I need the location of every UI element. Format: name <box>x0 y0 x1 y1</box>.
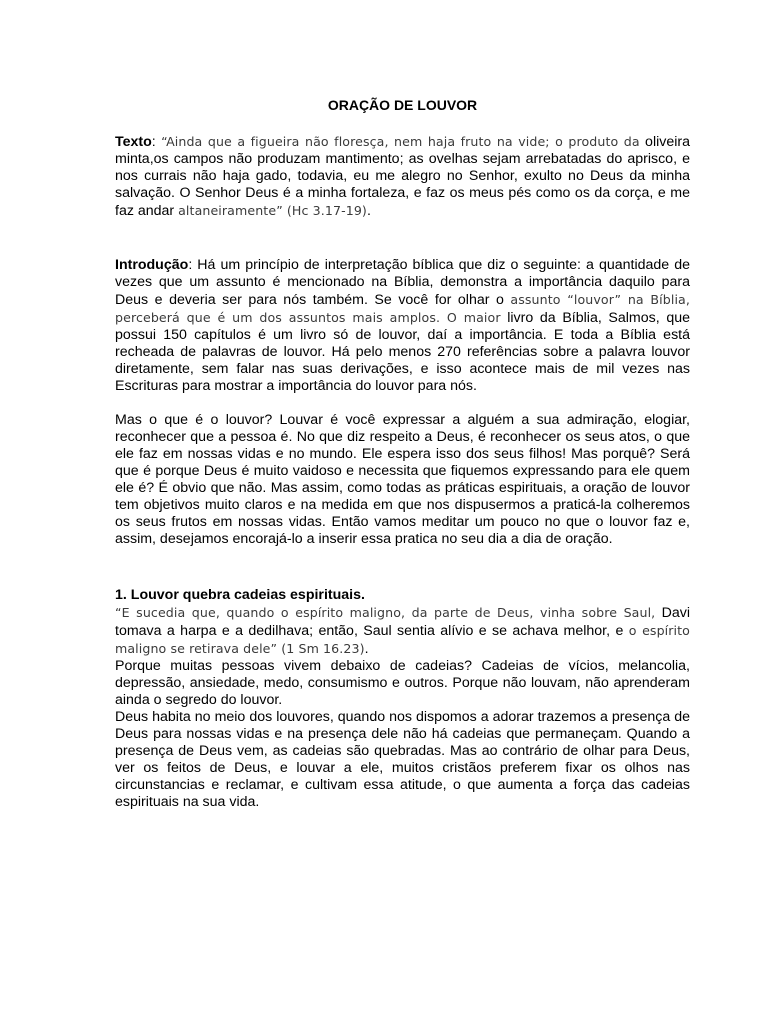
section-1-quote-period: . <box>364 641 369 657</box>
texto-label: Texto <box>115 134 152 150</box>
section-1-heading <box>115 587 690 604</box>
texto-quote-end: altaneiramente” (Hc 3.17-19) <box>178 203 367 218</box>
section-1-quote-end: o espírito maligno se retirava dele” (1 Sm 16.23) <box>115 623 690 656</box>
spacer <box>115 548 690 587</box>
section-1-paragraph-3: Deus habita no meio dos louvores, quando nos dispomos a adorar trazemos a presença de Deus para nossas vidas e na presença dele não há cadeias que permaneçam. Quando a presença de Deus vem, as cadeias são quebradas. Mas ao contrário de olhar para Deus, ver os feitos de Deus, e louvar a ele, muitos cristãos preferem fixar os olhos nas circunstancias e reclamar, e cultivam essa atitude, o que aumenta a força das cadeias espirituais na sua vida. <box>115 709 690 810</box>
document-title: ORAÇÃO DE LOUVOR <box>327 97 478 113</box>
introducao-paragraph <box>115 257 690 395</box>
texto-body: oliveira minta,os campos não produzam mantimento; as ovelhas sejam arrebatadas do aprisco, e nos currais não haja gado, todavia, eu me alegro no Senhor, exulto no Deus da minha salvação. O Senhor Deus é a minha fortaleza, e faz os meus pés como os da corça, e me faz andar <box>115 134 690 219</box>
introducao-text-1: : Há um princípio de interpretação bíblica que diz o seguinte: a quantidade de vezes que um assunto é mencionado na Bíblia, demonstra a importância daquilo para Deus e deveria ser para nós também. Se você for olhar o <box>115 257 690 308</box>
texto-end: . <box>366 203 371 219</box>
section-1-quote-paragraph <box>115 604 690 658</box>
section-1-heading-text: 1. Louvor quebra cadeias espirituais. <box>115 587 365 603</box>
introducao-label: Introdução <box>115 257 189 273</box>
spacer <box>115 220 690 257</box>
spacer <box>115 395 690 412</box>
section-1-paragraph-2: Porque muitas pessoas vivem debaixo de cadeias? Cadeias de vícios, melancolia, depressão, ansiedade, medo, consumismo e outros. Porque não louvam, não aprenderam ainda o segredo do louvor. <box>115 658 690 708</box>
section-1-quote-start: “E sucedia que, quando o espírito maligno, da parte de Deus, vinha sobre Saul, <box>115 605 656 620</box>
texto-separator: : <box>151 134 162 150</box>
texto-quote-start: “Ainda que a figueira não floresça, nem haja fruto na vide; o produto da <box>161 134 640 149</box>
introducao-text-2: livro da Bíblia, Salmos, que possui 150 capítulos é um livro só de louvor, daí a importância. E toda a Bíblia está recheada de palavras de louvor. Há pelo menos 270 referências sobre a palavra louvor diretamente, sem falar nas suas derivações, e isso acontece mais de mil vezes nas Escrituras para mostrar a importância do louvor para nós. <box>115 310 690 394</box>
document-page <box>115 97 690 811</box>
texto-paragraph <box>115 133 690 220</box>
introducao-quote: assunto “louvor” na Bíblia, perceberá que é um dos assuntos mais amplos. O maior <box>115 292 690 325</box>
section-1-text: Davi tomava a harpa e a dedilhava; então, Saul sentia alívio e se achava melhor, e <box>115 605 691 639</box>
louvor-definition-paragraph: Mas o que é o louvor? Louvar é você expressar a alguém a sua admiração, elogiar, reconhecer que a pessoa é. No que diz respeito a Deus, é reconhecer os seus atos, o que ele faz em nossas vidas e no mundo. Ele espera isso dos seus filhos! Mas porquê? Será que é porque Deus é muito vaidoso e necessita que fiquemos expressando para ele quem ele é? É obvio que não. Mas assim, como todas as práticas espirituais, a oração de louvor tem objetivos muito claros e na medida em que nos dispusermos a praticá-la colheremos os seus frutos em nossas vidas. Então vamos meditar um pouco no que o louvor faz e, assim, desejamos encorajá-lo a inserir essa pratica no seu dia a dia de oração. <box>115 412 690 547</box>
